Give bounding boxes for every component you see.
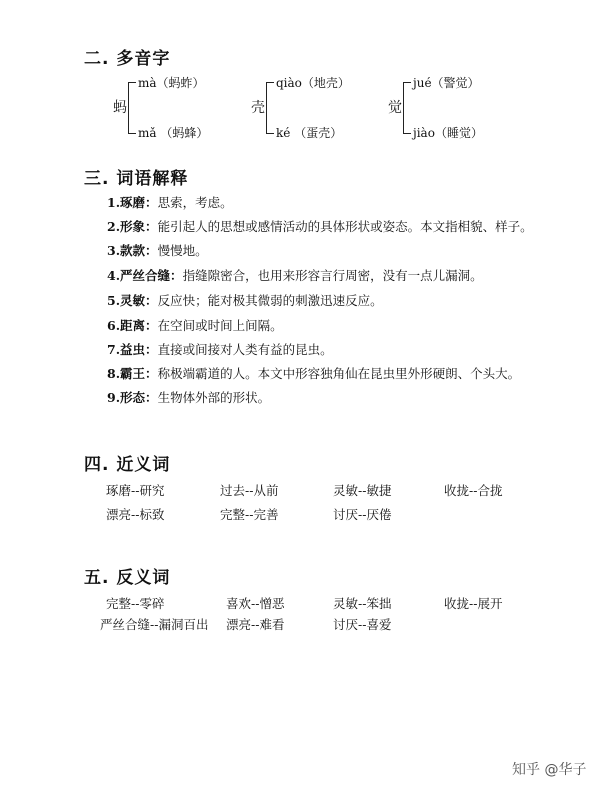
synonym-pair: 收拢--合拢 — [444, 483, 503, 498]
vocab-def: 直接或间接对人类有益的昆虫。 — [157, 342, 333, 357]
vocab-term: 8.霸王： — [107, 366, 158, 381]
vocab-def: 慢慢地。 — [157, 243, 208, 258]
polyphonic-char: 壳 — [251, 100, 265, 116]
vocab-def: 在空间或时间上间隔。 — [157, 318, 283, 333]
vocab-term: 1.琢磨： — [107, 195, 158, 210]
pinyin-top: qiào（地壳） — [276, 76, 350, 90]
vocab-heading: 三. 词语解释 — [84, 169, 189, 189]
vocab-item — [107, 243, 208, 259]
bracket-icon — [403, 82, 411, 134]
synonyms-heading: 四. 近义词 — [84, 455, 171, 475]
polyphonic-char: 蚂 — [113, 100, 127, 116]
pinyin-bottom: mǎ （蚂蜂） — [138, 126, 209, 140]
synonym-pair: 过去--从前 — [220, 483, 279, 498]
vocab-term: 5.灵敏： — [107, 293, 158, 308]
vocab-term: 3.款款： — [107, 243, 158, 258]
watermark: 知乎 @华子 — [512, 762, 587, 778]
vocab-def: 反应快；能对极其微弱的刺激迅速反应。 — [157, 293, 383, 308]
vocab-item — [107, 268, 483, 284]
vocab-item — [107, 366, 520, 382]
vocab-term: 4.严丝合缝： — [107, 268, 183, 283]
synonym-pair: 漂亮--标致 — [106, 507, 165, 522]
vocab-item — [107, 293, 383, 309]
vocab-term: 9.形态： — [107, 390, 158, 405]
pinyin-top: jué（警觉） — [413, 76, 480, 90]
polyphonic-char: 觉 — [388, 100, 402, 116]
vocab-item — [107, 342, 333, 358]
antonym-pair: 喜欢--憎恶 — [226, 596, 285, 611]
pinyin-top: mà（蚂蚱） — [138, 76, 205, 90]
vocab-def: 指缝隙密合，也用来形容言行周密，没有一点儿漏洞。 — [182, 268, 483, 283]
bracket-icon — [128, 82, 136, 134]
synonym-pair: 灵敏--敏捷 — [333, 483, 392, 498]
antonym-pair: 收拢--展开 — [444, 596, 503, 611]
antonym-pair: 讨厌--喜爱 — [333, 617, 392, 632]
vocab-def: 思索，考虑。 — [157, 195, 233, 210]
antonym-pair: 灵敏--笨拙 — [333, 596, 392, 611]
pinyin-bottom: jiào（睡觉） — [413, 126, 483, 140]
antonym-pair: 完整--零碎 — [106, 596, 165, 611]
vocab-item — [107, 318, 283, 334]
vocab-item — [107, 219, 533, 235]
vocab-term: 7.益虫： — [107, 342, 158, 357]
synonym-pair: 讨厌--厌倦 — [333, 507, 392, 522]
vocab-term: 6.距离： — [107, 318, 158, 333]
vocab-item — [107, 390, 270, 406]
antonyms-heading: 五. 反义词 — [84, 568, 171, 588]
synonym-pair: 琢磨--研究 — [106, 483, 165, 498]
polyphonic-heading: 二. 多音字 — [84, 49, 171, 69]
antonym-pair: 严丝合缝--漏洞百出 — [100, 617, 209, 632]
vocab-item — [107, 195, 233, 211]
antonym-pair: 漂亮--难看 — [226, 617, 285, 632]
bracket-icon — [266, 82, 274, 134]
vocab-term: 2.形象： — [107, 219, 158, 234]
vocab-def: 称极端霸道的人。本文中形容独角仙在昆虫里外形硬朗、个头大。 — [157, 366, 521, 381]
pinyin-bottom: ké （蛋壳） — [276, 126, 343, 140]
synonym-pair: 完整--完善 — [220, 507, 279, 522]
vocab-def: 生物体外部的形状。 — [157, 390, 271, 405]
vocab-def: 能引起人的思想或感情活动的具体形状或姿态。本文指相貌、样子。 — [157, 219, 533, 234]
